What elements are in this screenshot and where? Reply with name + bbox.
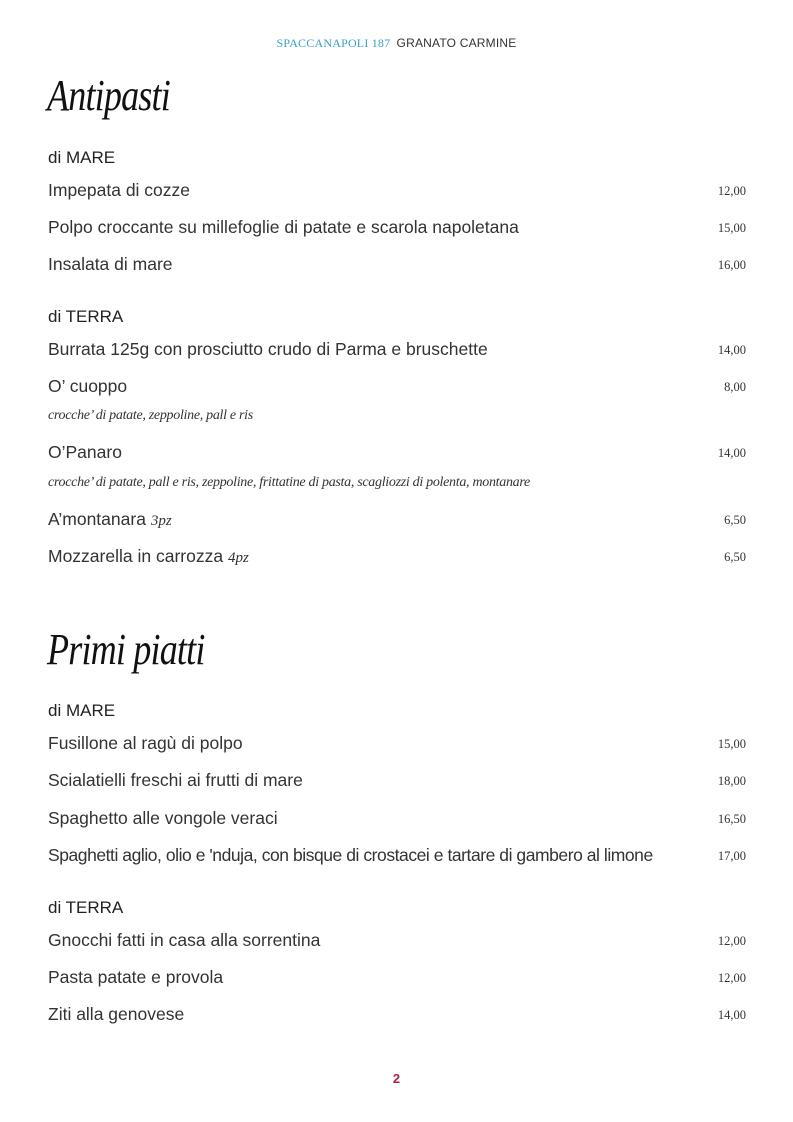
item-description: crocche’ di patate, pall e ris, zeppoline, frittatine di pasta, scagliozzi di polenta, montanare xyxy=(48,475,530,490)
item-price: 14,00 xyxy=(717,446,746,460)
item-name: Ziti alla genovese xyxy=(48,1004,185,1024)
menu-item xyxy=(48,808,746,832)
item-name: Insalata di mare xyxy=(48,254,173,274)
item-price: 14,00 xyxy=(717,1008,746,1022)
item-price: 17,00 xyxy=(717,849,746,863)
section-title-primi: Primi piatti xyxy=(47,625,205,674)
menu-item xyxy=(48,770,746,794)
menu-item xyxy=(48,733,746,757)
item-price: 15,00 xyxy=(717,737,746,751)
item-price: 16,00 xyxy=(717,258,746,272)
item-name: Spaghetto alle vongole veraci xyxy=(48,808,278,828)
restaurant-name: SPACCANAPOLI 187 xyxy=(276,36,391,50)
item-name: Mozzarella in carrozza 4pz xyxy=(48,546,249,566)
subsection-primi-mare: di MARE xyxy=(48,701,116,720)
item-price: 18,00 xyxy=(717,774,746,788)
page-number: 2 xyxy=(392,1071,401,1086)
menu-item xyxy=(48,546,746,570)
menu-item xyxy=(48,180,746,204)
menu-item xyxy=(48,339,746,363)
menu-item xyxy=(48,509,746,533)
page-header xyxy=(0,36,793,51)
item-name: Pasta patate e provola xyxy=(48,967,224,987)
menu-item xyxy=(48,845,746,869)
item-name: O’ cuoppo xyxy=(48,376,128,396)
item-name: A’montanara 3pz xyxy=(48,509,172,529)
subsection-antipasti-mare: di MARE xyxy=(48,148,116,167)
item-price: 12,00 xyxy=(717,971,746,985)
item-description: crocche’ di patate, zeppoline, pall e ris xyxy=(48,408,253,423)
menu-item xyxy=(48,442,746,466)
item-name: Impepata di cozze xyxy=(48,180,191,200)
owner-name: GRANATO CARMINE xyxy=(396,36,517,50)
item-name: Polpo croccante su millefoglie di patate e scarola napoletana xyxy=(48,217,519,237)
menu-item xyxy=(48,376,746,400)
item-price: 6,50 xyxy=(724,513,746,527)
item-price: 12,00 xyxy=(717,934,746,948)
item-price: 12,00 xyxy=(717,184,746,198)
item-quantity: 4pz xyxy=(227,550,249,566)
section-title-antipasti: Antipasti xyxy=(47,71,170,120)
subsection-primi-terra: di TERRA xyxy=(48,898,124,917)
item-name: Burrata 125g con prosciutto crudo di Parma e bruschette xyxy=(48,339,488,359)
menu-item xyxy=(48,1004,746,1028)
item-name: Gnocchi fatti in casa alla sorrentina xyxy=(48,930,321,950)
menu-item xyxy=(48,217,746,241)
item-name: Scialatielli freschi ai frutti di mare xyxy=(48,770,303,790)
item-price: 14,00 xyxy=(717,343,746,357)
item-name: O’Panaro xyxy=(48,442,122,462)
item-name: Fusillone al ragù di polpo xyxy=(48,733,243,753)
item-price: 8,00 xyxy=(724,380,746,394)
item-price: 16,50 xyxy=(717,812,746,826)
item-price: 15,00 xyxy=(717,221,746,235)
item-price: 6,50 xyxy=(724,550,746,564)
menu-item xyxy=(48,930,746,954)
menu-item xyxy=(48,254,746,278)
subsection-antipasti-terra: di TERRA xyxy=(48,307,124,326)
item-quantity: 3pz xyxy=(150,513,172,529)
item-name: Spaghetti aglio, olio e 'nduja, con bisque di crostacei e tartare di gambero al limone xyxy=(48,845,653,865)
menu-item xyxy=(48,967,746,991)
